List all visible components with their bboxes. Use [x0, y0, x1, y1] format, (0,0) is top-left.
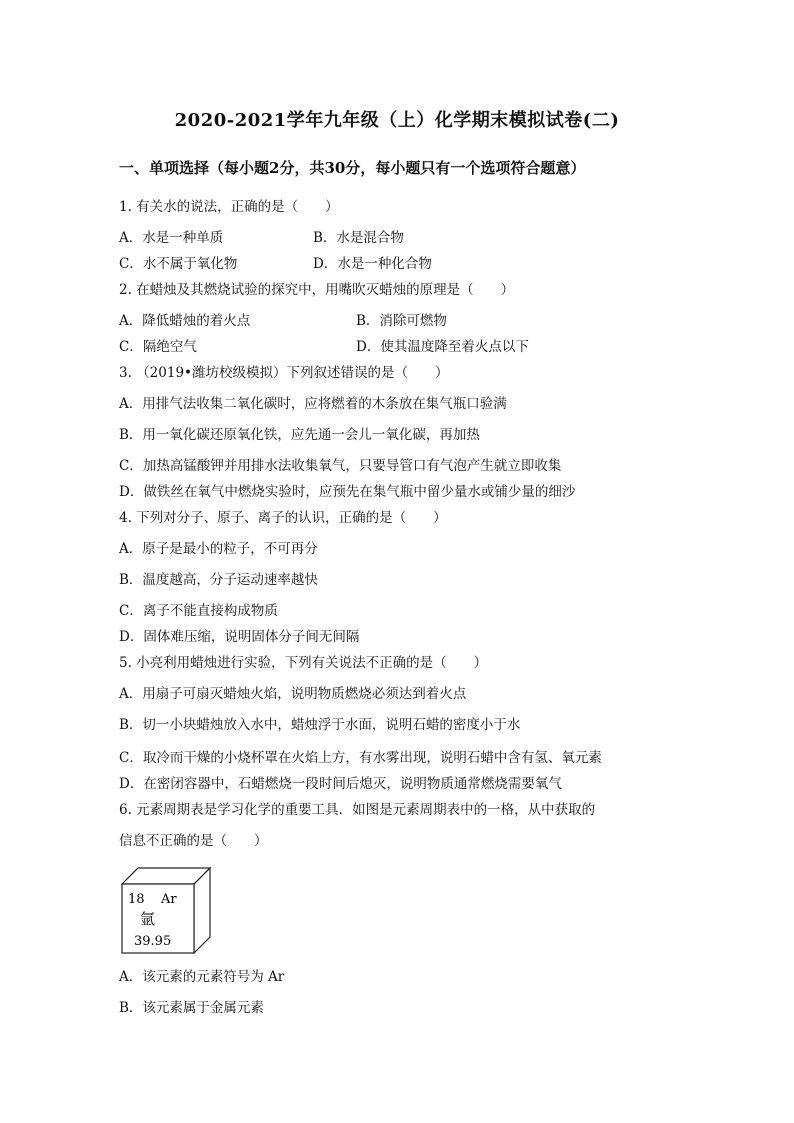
question-3-option-c: C．加热高锰酸钾并用排水法收集氧气，只要导管口有气泡产生就立即收集 — [119, 458, 562, 474]
question-2-stem: 2. 在蜡烛及其燃烧试验的探究中，用嘴吹灭蜡烛的原理是（ ） — [119, 282, 515, 298]
question-5-stem: 5. 小亮利用蜡烛进行实验，下列有关说法不正确的是（ ） — [119, 655, 488, 671]
question-4-stem: 4. 下列对分子、原子、离子的认识，正确的是（ ） — [119, 510, 447, 526]
question-5-option-a: A．用扇子可扇灭蜡烛火焰，说明物质燃烧必须达到着火点 — [119, 686, 467, 702]
question-2-option-c: C．隔绝空气 — [119, 339, 197, 355]
element-symbol: Ar — [161, 892, 177, 907]
question-6-stem: 6. 元素周期表是学习化学的重要工具．如图是元素周期表中的一格，从中获取的 — [119, 802, 596, 818]
question-5-option-d: D．在密闭容器中，石蜡燃烧一段时间后熄灭，说明物质通常燃烧需要氧气 — [119, 776, 562, 792]
question-3-option-b: B．用一氧化碳还原氧化铁，应先通一会儿一氧化碳，再加热 — [119, 427, 480, 443]
section-heading: 一、单项选择（每小题2分，共30分，每小题只有一个选项符合题意） — [119, 159, 586, 177]
question-1-option-c: C．水不属于氧化物 — [119, 256, 238, 272]
question-6-stem-continued: 信息不正确的是（ ） — [119, 833, 268, 849]
element-name: 氩 — [140, 910, 156, 928]
question-1-option-b: B．水是混合物 — [313, 230, 404, 246]
question-6-option-b: B．该元素属于金属元素 — [119, 1000, 264, 1016]
element-atomic-mass: 39.95 — [134, 934, 172, 949]
question-3-option-d: D．做铁丝在氧气中燃烧实验时，应预先在集气瓶中留少量水或铺少量的细沙 — [119, 484, 576, 500]
question-1-option-d: D．水是一种化合物 — [313, 256, 432, 272]
periodic-table-cell — [121, 867, 213, 959]
question-4-option-d: D．固体难压缩，说明固体分子间无间隔 — [119, 629, 360, 645]
question-3-option-a: A．用排气法收集二氧化碳时，应将燃着的木条放在集气瓶口验满 — [119, 396, 507, 412]
question-6-option-a: A．该元素的元素符号为 Ar — [119, 969, 285, 985]
question-4-option-a: A．原子是最小的粒子，不可再分 — [119, 541, 318, 557]
question-2-option-d: D．使其温度降至着火点以下 — [356, 339, 529, 355]
question-4-option-b: B．温度越高，分子运动速率越快 — [119, 572, 318, 588]
question-1-stem: 1. 有关水的说法，正确的是（ ） — [119, 199, 339, 215]
question-1-option-a: A．水是一种单质 — [119, 230, 224, 246]
page-title: 2020-2021学年九年级（上）化学期末模拟试卷(二) — [174, 110, 620, 131]
question-2-option-b: B．消除可燃物 — [356, 313, 447, 329]
question-2-option-a: A．降低蜡烛的着火点 — [119, 313, 251, 329]
question-3-stem: 3. （2019•潍坊校级模拟）下列叙述错误的是（ ） — [119, 365, 449, 381]
element-atomic-number: 18 — [128, 892, 145, 907]
question-5-option-b: B．切一小块蜡烛放入水中，蜡烛浮于水面，说明石蜡的密度小于水 — [119, 717, 521, 733]
question-4-option-c: C．离子不能直接构成物质 — [119, 603, 278, 619]
question-5-option-c: C．取冷而干燥的小烧杯罩在火焰上方，有水雾出现，说明石蜡中含有氢、氧元素 — [119, 750, 602, 766]
